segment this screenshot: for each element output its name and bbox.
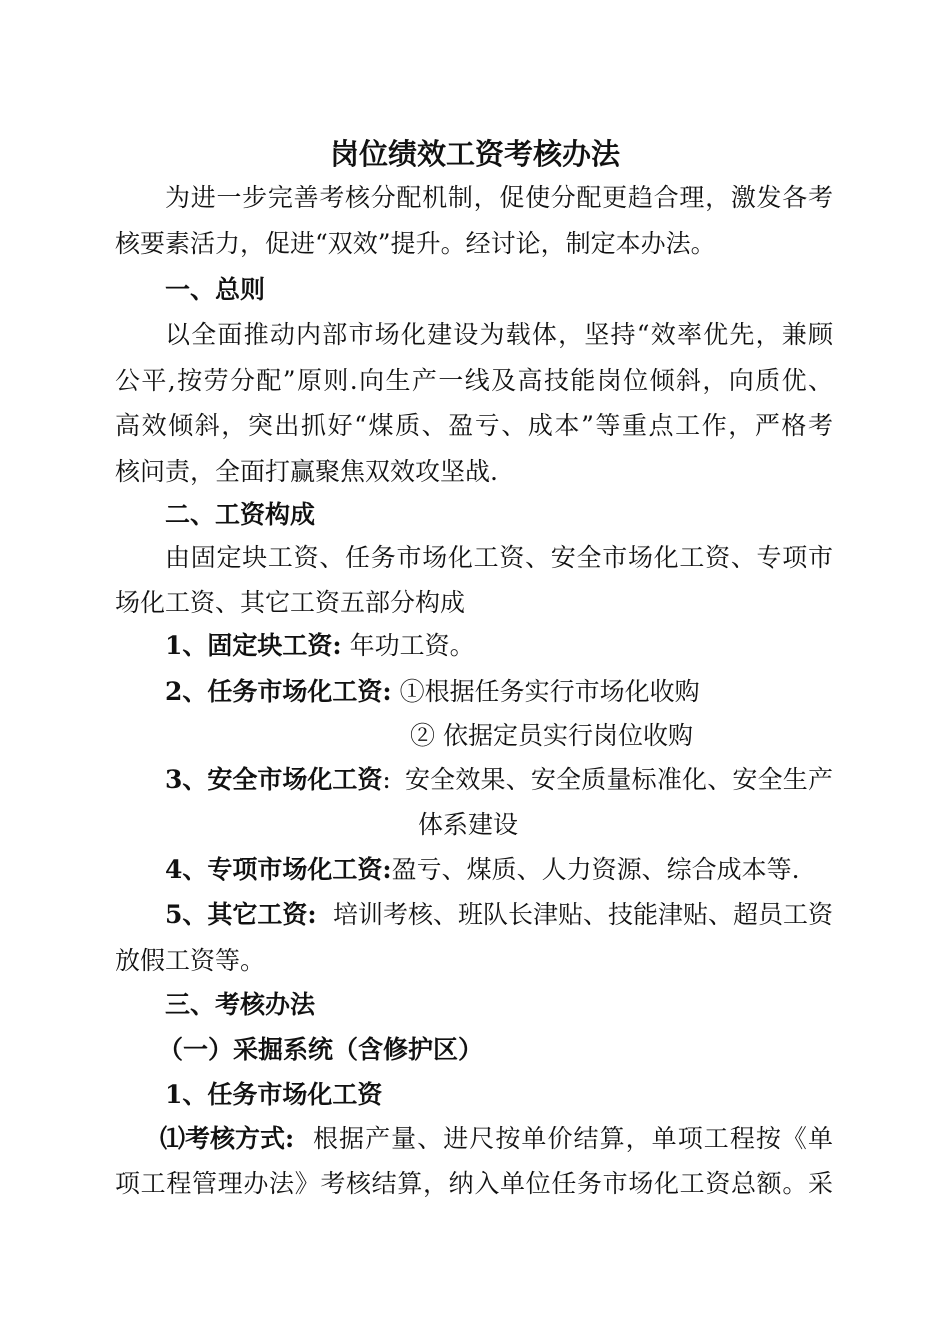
subsection-task-market-salary: 1、任务市场化工资 xyxy=(165,1080,383,1109)
subsection-mining-system: （一）采掘系统（含修护区） xyxy=(158,1035,484,1064)
intro-line-1: 为进一步完善考核分配机制，促使分配更趋合理，激发各考 xyxy=(165,183,833,212)
method-label: ⑴考核方式: xyxy=(160,1124,295,1153)
item-safety-market-salary-sep: : xyxy=(382,765,391,794)
item-other-salary-text: 培训考核、班队长津贴、技能津贴、超员工资 xyxy=(333,900,834,929)
item-other-salary-label: 5、其它工资: xyxy=(165,900,317,929)
item-other-salary-text-2: 放假工资等。 xyxy=(115,946,266,975)
section-heading-salary-composition: 二、工资构成 xyxy=(165,500,316,529)
page-title: 岗位绩效工资考核办法 xyxy=(329,137,620,171)
section1-line-1: 以全面推动内部市场化建设为载体，坚持“效率优先，兼顾 xyxy=(165,320,833,349)
item-safety-market-salary xyxy=(165,763,391,797)
item-fixed-salary xyxy=(165,629,475,663)
item-fixed-salary-text: 年功工资。 xyxy=(349,631,475,660)
intro-line-2: 核要素活力，促进“双效”提升。经讨论，制定本办法。 xyxy=(115,229,716,258)
method-line-1: 根据产量、进尺按单价结算，单项工程按《单 xyxy=(313,1124,833,1153)
item-safety-market-salary-label: 3、安全市场化工资 xyxy=(165,765,383,794)
item-safety-market-salary-text: 安全效果、安全质量标准化、安全生产 xyxy=(405,765,833,794)
item-special-market-salary-label: 4、专项市场化工资: xyxy=(165,855,392,884)
item-task-market-salary-text-2: ② 依据定员实行岗位收购 xyxy=(410,721,693,750)
item-task-market-salary-label: 2、任务市场化工资: xyxy=(165,677,392,706)
section1-line-3: 高效倾斜，突出抓好“煤质、盈亏、成本”等重点工作，严格考 xyxy=(115,411,833,440)
item-fixed-salary-label: 1、固定块工资: xyxy=(165,631,342,660)
item-special-market-salary xyxy=(165,853,800,887)
method-line-2: 项工程管理办法》考核结算，纳入单位任务市场化工资总额。采 xyxy=(115,1169,833,1198)
section-heading-general: 一、总则 xyxy=(165,275,266,304)
item-task-market-salary xyxy=(165,675,700,709)
section-heading-assessment-method: 三、考核办法 xyxy=(165,990,316,1019)
item-special-market-salary-text: 盈亏、煤质、人力资源、综合成本等. xyxy=(391,855,800,884)
item-task-market-salary-text: ①根据任务实行市场化收购 xyxy=(399,677,700,706)
section1-line-4: 核问责，全面打赢聚焦双效攻坚战. xyxy=(115,457,498,486)
section2-line-1: 由固定块工资、任务市场化工资、安全市场化工资、专项市 xyxy=(165,543,833,572)
section2-line-2: 场化工资、其它工资五部分构成 xyxy=(115,588,466,617)
item-other-salary xyxy=(165,898,317,932)
section1-line-2: 公平,按劳分配”原则.向生产一线及高技能岗位倾斜，向质优、 xyxy=(115,366,833,395)
method-line-1-label xyxy=(160,1122,294,1156)
item-safety-market-salary-text-2: 体系建设 xyxy=(418,810,519,839)
